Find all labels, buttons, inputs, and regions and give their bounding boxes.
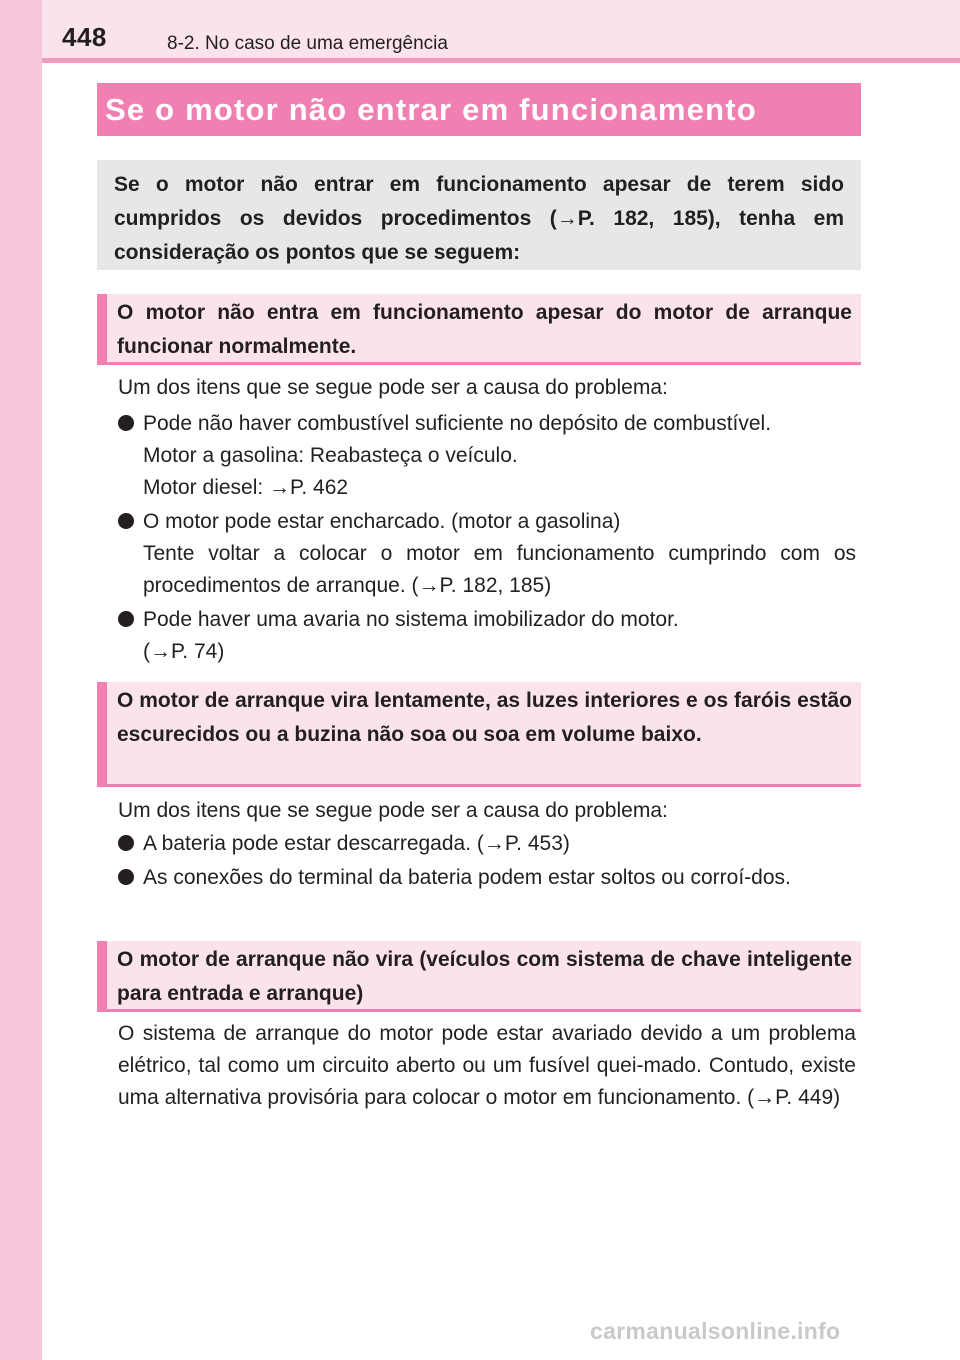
section-label: 8-2. No caso de uma emergência bbox=[167, 33, 448, 54]
page-number: 448 bbox=[62, 22, 107, 52]
bullet-subline: Motor a gasolina: Reabasteça o veículo. bbox=[143, 444, 518, 467]
header-rule bbox=[42, 58, 960, 63]
bullet-subline: Motor diesel: →P. 462 bbox=[143, 476, 349, 499]
condition-heading-1: O motor não entra em funcionamento apesar do motor de arranque funcionar normalmente. bbox=[97, 294, 861, 365]
bullet-item bbox=[118, 506, 856, 602]
condition-heading-3: O motor de arranque não vira (veículos com sistema de chave inteligente para entrada e arranque) bbox=[97, 941, 861, 1012]
bullet-dot-icon bbox=[118, 415, 134, 431]
bullet-subline: Tente voltar a colocar o motor em funcionamento cumprindo com os procedimentos de arranque. (→P. 182, 185) bbox=[143, 542, 856, 597]
side-color-strip bbox=[0, 0, 42, 1360]
intro-box: Se o motor não entrar em funcionamento apesar de terem sido cumpridos os devidos procedimentos (→P. 182, 185), tenha em consideração os pontos que se seguem: bbox=[97, 160, 861, 270]
body-paragraph: O sistema de arranque do motor pode estar avariado devido a um problema elétrico, tal como um circuito aberto ou um fusível quei-mado. Contudo, existe uma alternativa provisória para colocar o motor em funcionamento. (→P. 449) bbox=[118, 1022, 856, 1109]
lead-text-1: Um dos itens que se segue pode ser a causa do problema: bbox=[118, 376, 668, 399]
bullet-subline: (→P. 74) bbox=[143, 640, 225, 663]
bullet-text: Pode haver uma avaria no sistema imobilizador do motor. bbox=[143, 608, 679, 631]
bullet-dot-icon bbox=[118, 869, 134, 885]
bullet-item bbox=[118, 828, 856, 860]
watermark: carmanualsonline.info bbox=[590, 1318, 841, 1344]
bullet-text: As conexões do terminal da bateria podem estar soltos ou corroí-dos. bbox=[143, 866, 791, 889]
bullet-dot-icon bbox=[118, 835, 134, 851]
bullet-text: A bateria pode estar descarregada. (→P. 453) bbox=[143, 832, 570, 855]
bullet-text: O motor pode estar encharcado. (motor a gasolina) bbox=[143, 510, 621, 533]
bullet-item bbox=[118, 862, 856, 894]
bullet-dot-icon bbox=[118, 611, 134, 627]
page-title: Se o motor não entrar em funcionamento bbox=[97, 83, 861, 136]
bullet-dot-icon bbox=[118, 513, 134, 529]
bullet-text: Pode não haver combustível suficiente no depósito de combustível. bbox=[143, 412, 772, 435]
bullet-item bbox=[118, 604, 856, 668]
lead-text-2: Um dos itens que se segue pode ser a causa do problema: bbox=[118, 799, 668, 822]
condition-heading-2: O motor de arranque vira lentamente, as luzes interiores e os faróis estão escurecidos ou a buzina não soa ou soa em volume baixo. bbox=[97, 682, 861, 787]
bullet-item bbox=[118, 408, 856, 504]
